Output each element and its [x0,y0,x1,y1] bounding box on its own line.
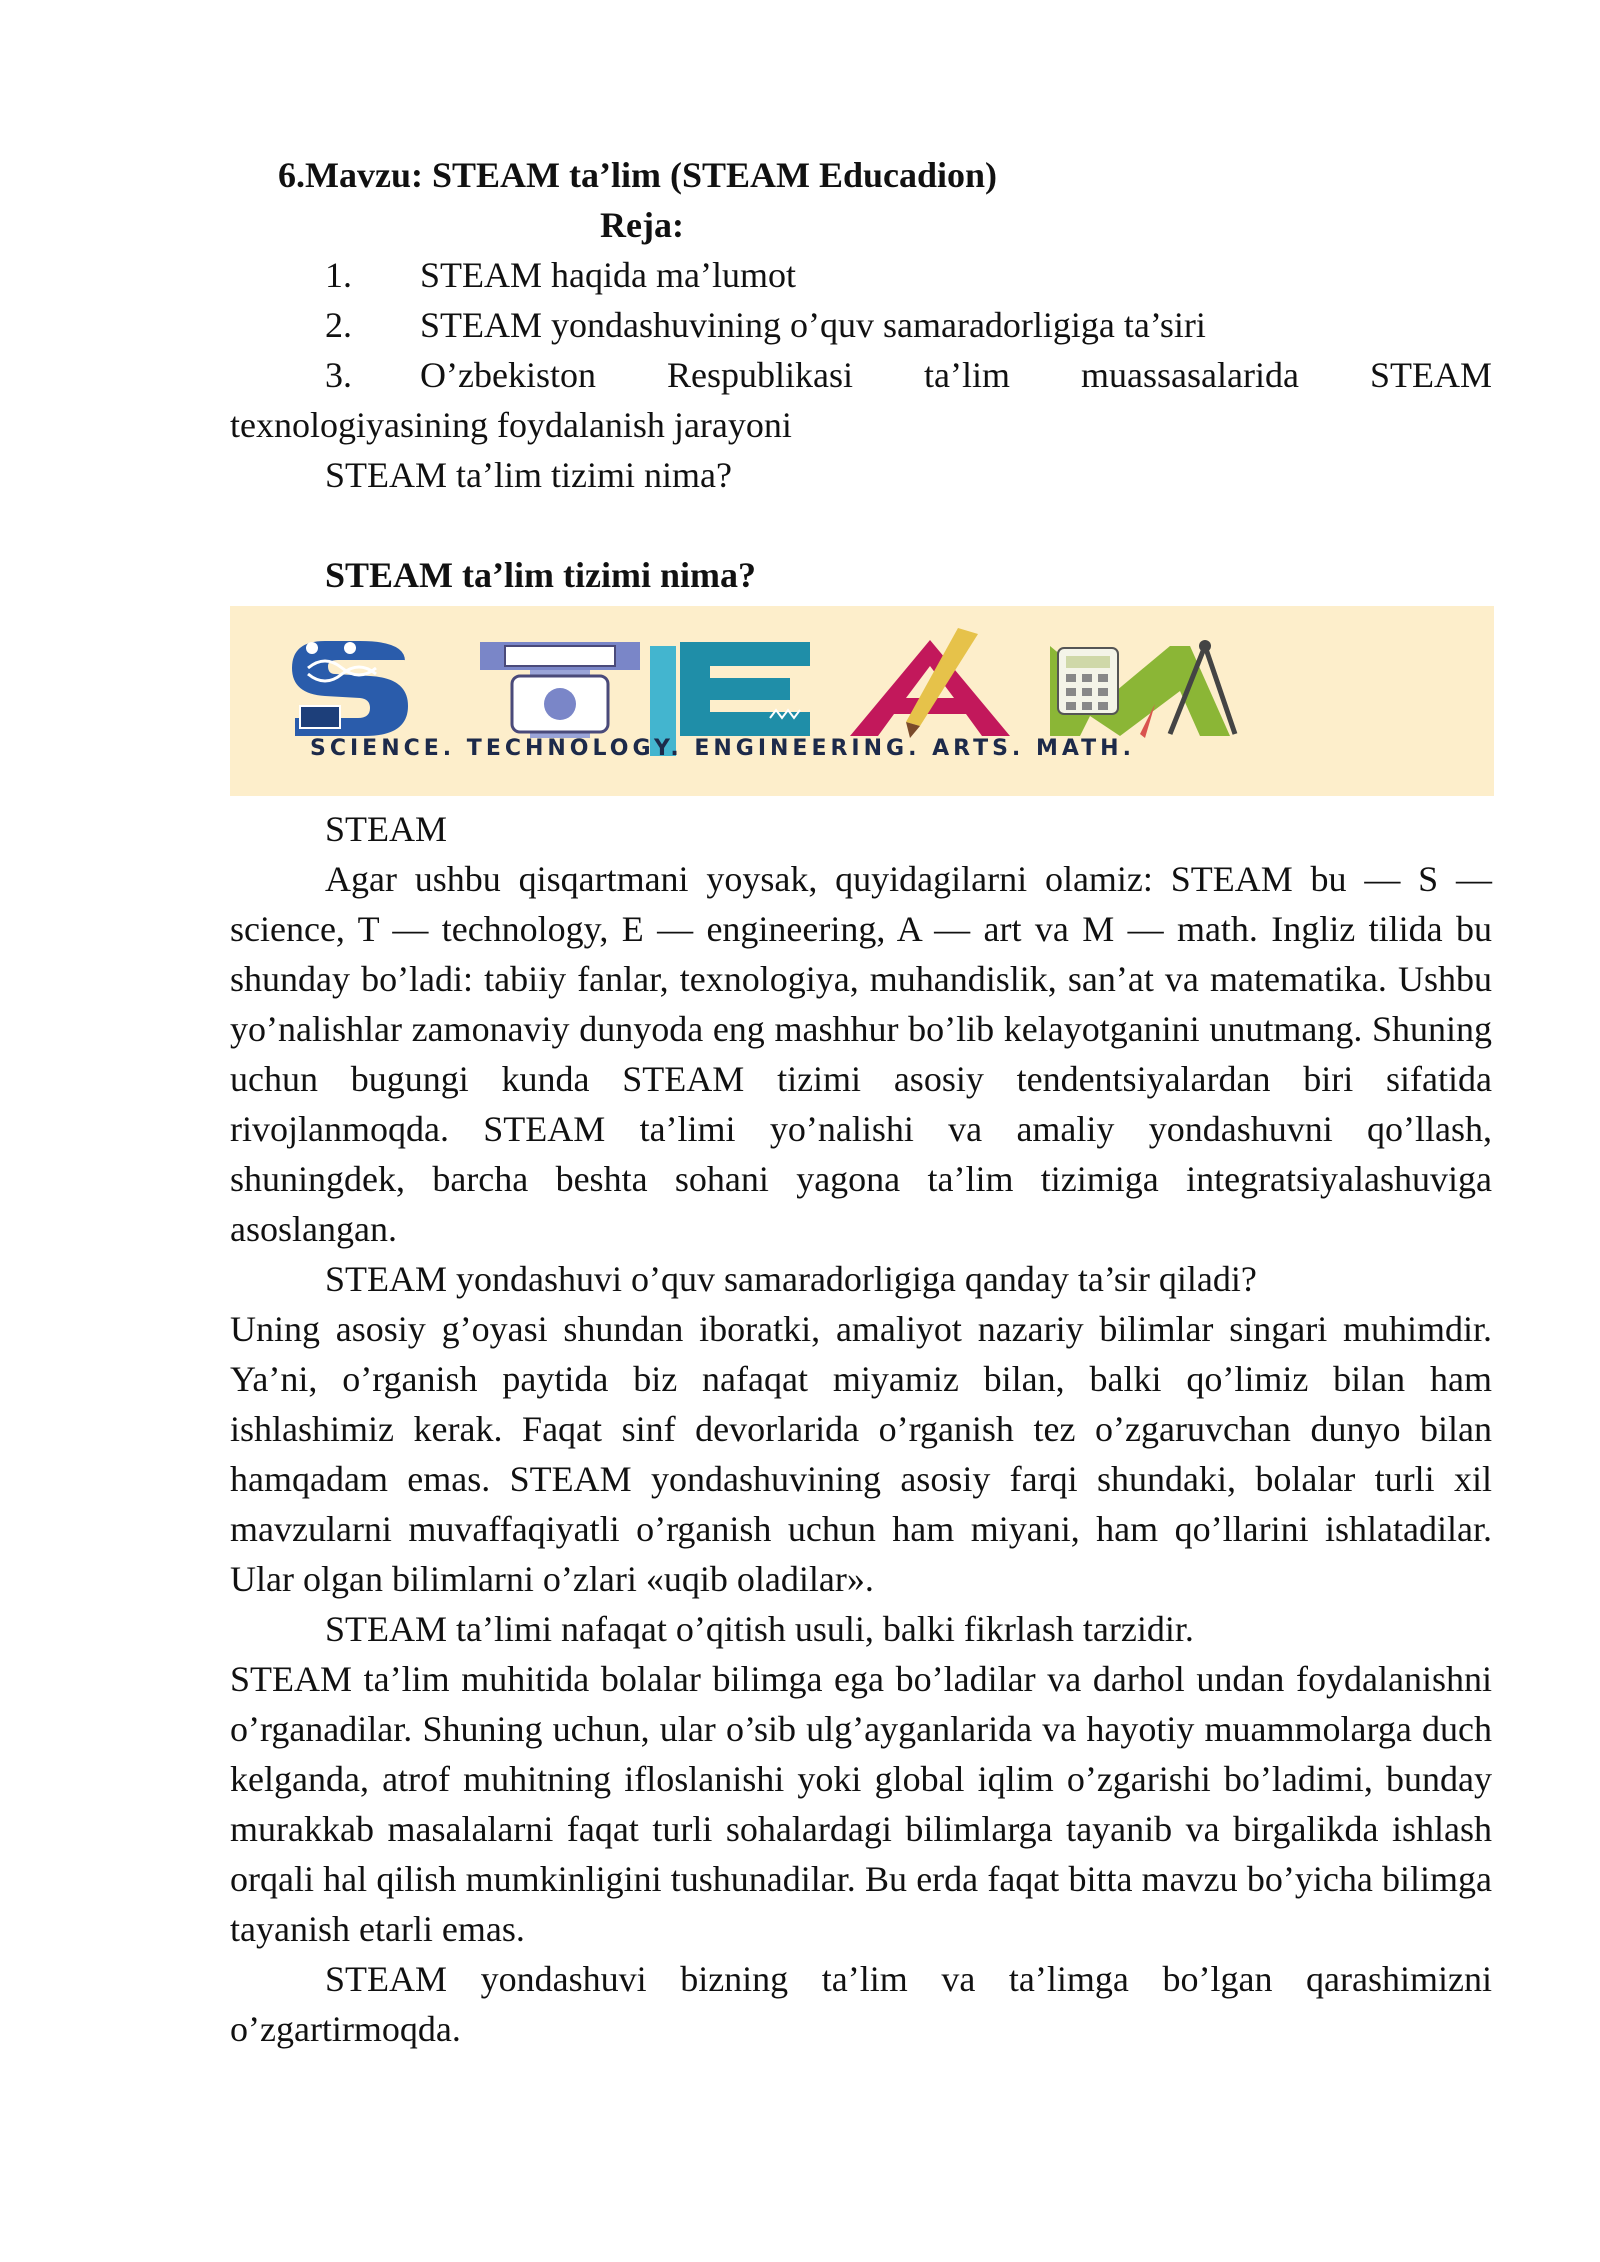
topic-title: 6.Mavzu: STEAM ta’lim (STEAM Educadion) [278,155,998,195]
plan-item-text: STEAM yondashuvining o’quv samaradorligiga ta’siri [420,305,1206,345]
steam-letters-graphic [230,606,1494,796]
letter-s-science [292,641,408,736]
plan-item [230,300,1492,350]
plan-item-number: 3. [325,355,352,395]
statement-line: STEAM ta’limi nafaqat o’qitish usuli, balki fikrlash tarzidir. [325,1609,1194,1649]
plan-item-text: STEAM haqida ma’lumot [420,255,796,295]
letter-t-technology [480,642,640,738]
paragraph-main-idea: Uning asosiy g’oyasi shundan iboratki, amaliyot nazariy bilimlar singari muhimdir. Ya’ni, o’rganish paytida biz nafaqat miyamiz bilan, balki qo’limiz bilan ham ishlashimiz kerak. Faqat sinf devorlarida o’rganish tez o’zgaruvchan dunyo bilan hamqadam emas. STEAM yondashuvining asosiy farqi shundaki, bolalar turli xil mavzularni muvaffaqiyatli o’rganish uchun ham miyani, ham qo’llarini ishlatadilar. Ular olgan bilimlarni o’zlari «uqib oladilar». [230,1309,1492,1599]
plan-item [230,250,1492,300]
plan-item-number: 2. [325,305,352,345]
paragraph-environment: STEAM ta’lim muhitida bolalar bilimga ega bo’ladilar va darhol undan foydalanishni o’rganadilar. Shuning uchun, ular o’sib ulg’ayganlarida va hayotiy muammolarga duch kelganda, atrof muhitning ifloslanishi yoki global iqlim o’zgarishi bo’ladimi, bunday murakkab masalalarni faqat turli sohalardagi bilimlarga tayanib va birgalikda ishlash orqali hal qilish mumkinligini tushunadilar. Bu erda faqat bitta mavzu bo’yicha bilimga tayanish etarli emas. [230,1659,1492,1949]
plan-item-continuation: texnologiyasining foydalanish jarayoni [230,405,792,445]
plan-heading: Reja: [600,205,684,245]
steam-banner-image [230,606,1494,796]
banner-caption: SCIENCE. TECHNOLOGY. ENGINEERING. ARTS. MATH. [310,736,1135,761]
subheading-question: STEAM yondashuvi o’quv samaradorligiga qanday ta’sir qiladi? [325,1259,1257,1299]
plan-item-number: 1. [325,255,352,295]
letter-m-math [1050,640,1235,738]
steam-label: STEAM [325,809,448,849]
document-body [230,150,1492,2054]
plan-item-text: O’zbekiston Respublikasi ta’lim muassasalarida STEAM [420,355,1492,395]
paragraph-definition: Agar ushbu qisqartmani yoysak, quyidagilarni olamiz: STEAM bu — S — science, T — technology, E — engineering, A — art va M — math. Ingliz tilida bu shunday bo’ladi: tabiiy fanlar, texnologiya, muhandislik, san’at va matematika. Ushbu yo’nalishlar zamonaviy dunyoda eng mashhur bo’lib kelayotganini unutmang. Shuning uchun bugungi kunda STEAM tizimi asosiy tendentsiyalardan biri sifatida rivojlanmoqda. STEAM ta’limi yo’nalishi va amaliy yondashuvni qo’llash, shuningdek, barcha beshta sohani yagona ta’lim tizimiga integratsiyalashuviga asoslangan. [230,859,1492,1249]
paragraph-conclusion: STEAM yondashuvi bizning ta’lim va ta’limga bo’lgan qarashimizni o’zgartirmoqda. [230,1959,1492,2049]
question-plain: STEAM ta’lim tizimi nima? [325,455,732,495]
section-heading: STEAM ta’lim tizimi nima? [325,555,756,595]
letter-a-arts [850,628,1010,738]
plan-item [230,350,1492,400]
blank-line [230,500,1492,550]
